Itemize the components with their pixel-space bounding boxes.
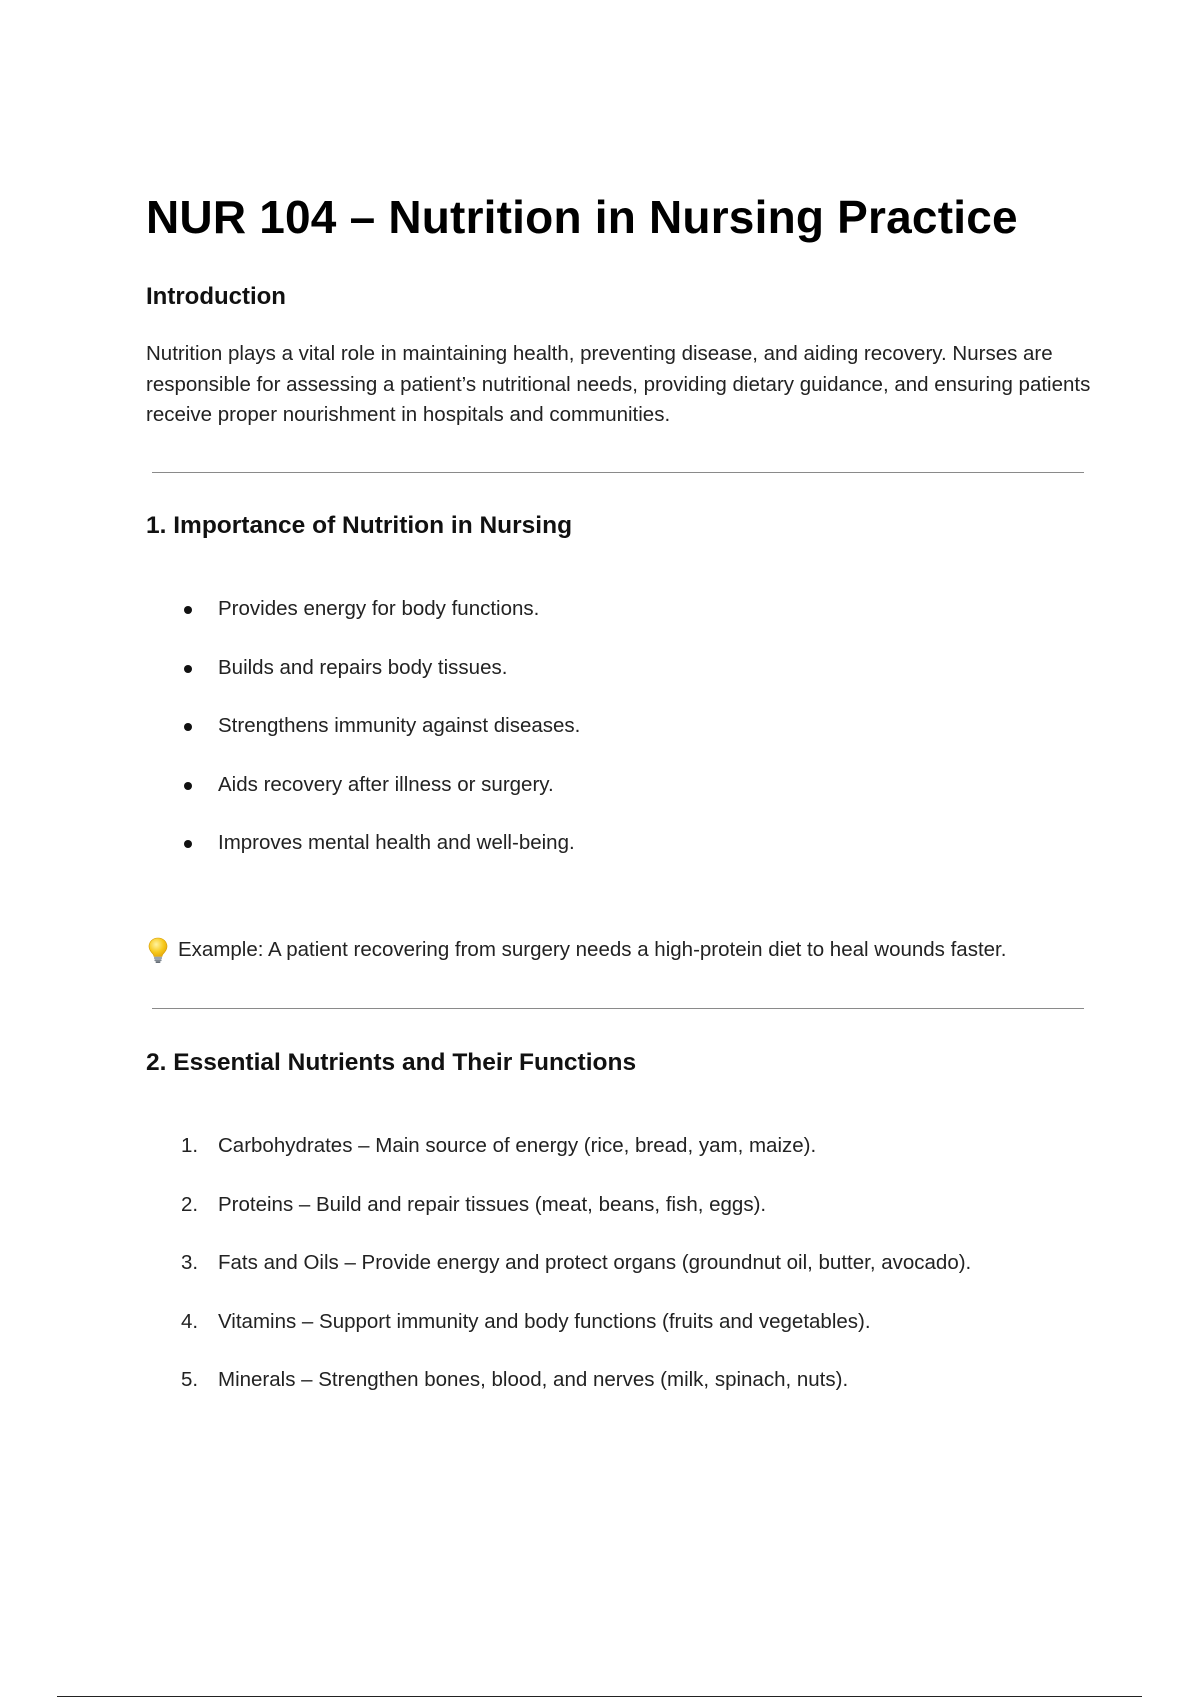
list-item-text: Provides energy for body functions. [218,597,540,620]
list-item-text: Proteins – Build and repair tissues (meat, beans, fish, eggs). [218,1192,767,1216]
horizontal-divider [152,472,1084,473]
bullet-icon [184,782,192,790]
page-title: NUR 104 – Nutrition in Nursing Practice [146,191,1018,243]
introduction-heading: Introduction [146,283,286,310]
list-item-text: Minerals – Strengthen bones, blood, and nerves (milk, spinach, nuts). [218,1368,849,1391]
example-text: Example: A patient recovering from surgery needs a high-protein diet to heal wounds faster. [178,938,1007,961]
horizontal-divider [152,1008,1084,1009]
list-item-text: Carbohydrates – Main source of energy (rice, bread, yam, maize). [218,1134,817,1157]
list-item-number: 4. [181,1309,199,1333]
page-bottom-border [57,1696,1142,1697]
list-item-text: Fats and Oils – Provide energy and protect organs (groundnut oil, butter, avocado). [218,1251,972,1274]
list-item-text: Improves mental health and well-being. [218,831,575,854]
list-item-text: Aids recovery after illness or surgery. [218,772,554,796]
example-callout [146,936,1006,964]
list-item-text: Strengthens immunity against diseases. [218,714,581,737]
bullet-icon [184,840,192,848]
list-item-number: 5. [181,1368,199,1391]
lightbulb-icon [146,936,170,964]
list-item-text: Builds and repairs body tissues. [218,655,508,679]
bullet-icon [184,723,192,731]
section-heading-nutrients: 2. Essential Nutrients and Their Functions [146,1049,637,1076]
introduction-paragraph: Nutrition plays a vital role in maintaining health, preventing disease, and aiding recovery. Nurses are responsible for assessing a patient’s nutritional needs, providing dietary guidance, and ensuring patients receive proper nourishment in hospitals and communities. [146,342,1091,426]
list-item-number: 1. [181,1134,199,1157]
list-item-number: 3. [181,1251,199,1274]
bullet-icon [184,665,192,673]
list-item-text: Vitamins – Support immunity and body functions (fruits and vegetables). [218,1309,871,1333]
section-heading-importance: 1. Importance of Nutrition in Nursing [146,512,573,539]
bullet-icon [184,606,192,614]
list-item-number: 2. [181,1192,199,1216]
